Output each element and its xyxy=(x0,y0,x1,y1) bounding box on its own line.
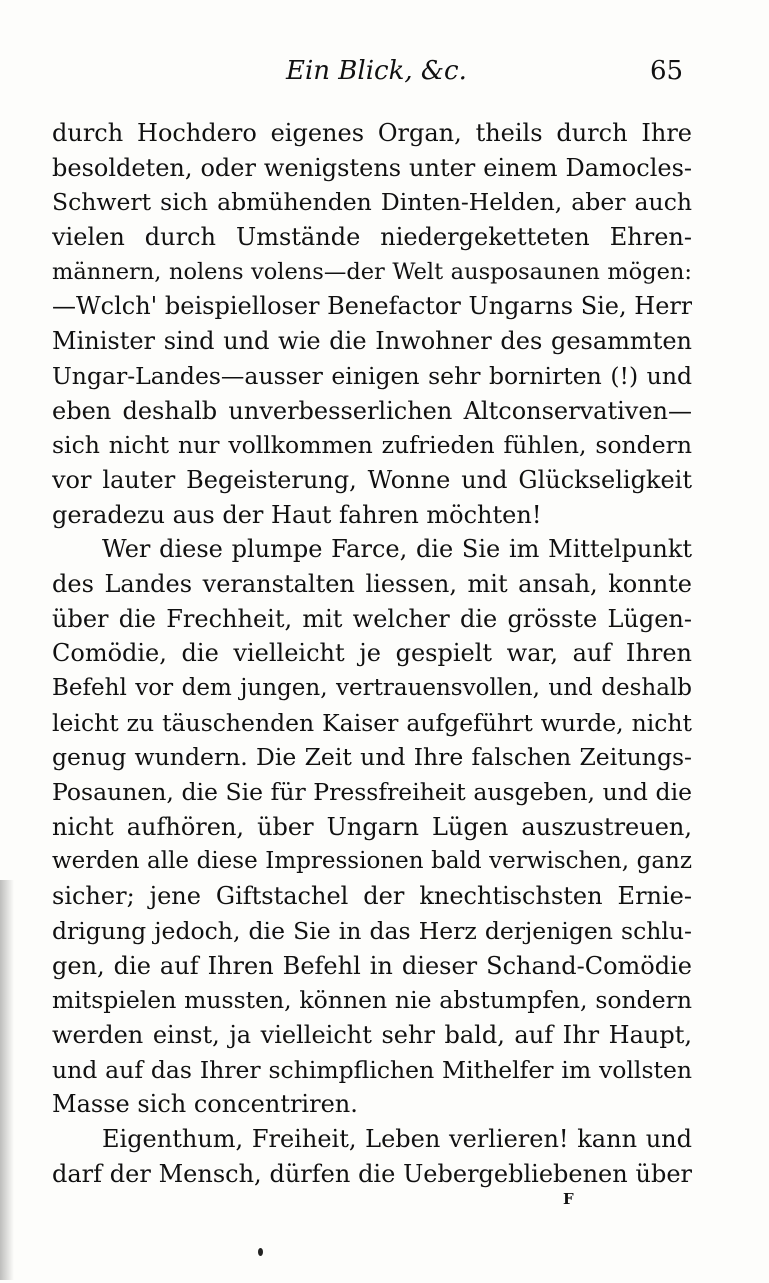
text-line: leicht zu täuschenden Kaiser aufgeführt wurde, nicht xyxy=(52,708,692,737)
text-line: eben deshalb unverbesserlichen Altconservativen— xyxy=(52,396,692,425)
running-head-title: Ein Blick, &c. xyxy=(286,56,467,86)
signature-mark: F xyxy=(563,1190,574,1208)
text-line: Comödie, die vielleicht je gespielt war, auf Ihren xyxy=(52,639,692,668)
text-line: drigung jedoch, die Sie in das Herz derjenigen schlu- xyxy=(52,916,692,945)
page-number: 65 xyxy=(650,56,684,86)
text-line: durch Hochdero eigenes Organ, theils durch Ihre xyxy=(52,119,692,147)
text-line: Minister sind und wie die Inwohner des gesammten xyxy=(52,327,692,356)
text-line: mitspielen mussten, können nie abstumpfen, sondern xyxy=(52,986,692,1015)
text-line: werden alle diese Impressionen bald verwischen, ganz xyxy=(52,848,692,875)
text-line: nicht aufhören, über Ungarn Lügen auszustreuen, xyxy=(52,812,692,841)
text-line: genug wundern. Die Zeit und Ihre falschen Zeitungs- xyxy=(52,743,692,772)
paragraph-start-line: Wer diese plumpe Farce, die Sie im Mittelpunkt xyxy=(102,535,692,564)
page-edge-shadow xyxy=(0,880,14,1280)
text-line: über die Frechheit, mit welcher die grösste Lügen- xyxy=(52,604,692,633)
paragraph-end-line: geradezu aus der Haut fahren möchten! xyxy=(52,500,542,529)
text-line: Befehl vor dem jungen, vertrauensvollen, und deshalb xyxy=(52,675,692,701)
paragraph-start-line: Eigenthum, Freiheit, Leben verlieren! kann und xyxy=(102,1124,692,1153)
text-line: vielen durch Umstände niedergeketteten Ehren- xyxy=(52,223,692,252)
text-line: werden einst, ja vielleicht sehr bald, auf Ihr Haupt, xyxy=(52,1020,692,1049)
text-line: und auf das Ihrer schimpflichen Mithelfer im vollsten xyxy=(52,1055,692,1084)
text-line: darf der Mensch, dürfen die Uebergebliebenen über xyxy=(52,1159,692,1188)
text-line: sicher; jene Giftstachel der knechtischsten Ernie- xyxy=(52,882,692,911)
text-line: Schwert sich abmühenden Dinten-Helden, aber auch xyxy=(52,188,692,217)
text-line: sich nicht nur vollkommen zufrieden fühlen, sondern xyxy=(52,431,692,460)
paragraph-end-line: Masse sich concentriren. xyxy=(52,1090,358,1119)
text-line: männern, nolens volens—der Welt ausposaunen mögen: xyxy=(52,258,692,285)
text-line: vor lauter Begeisterung, Wonne und Glückseligkeit xyxy=(52,465,692,494)
text-line: besoldeten, oder wenigstens unter einem Damocles- xyxy=(52,153,692,182)
body-text xyxy=(52,116,692,1191)
text-line: Ungar-Landes—ausser einigen sehr bornirten (!) und xyxy=(52,361,692,390)
ink-spot xyxy=(258,1248,263,1256)
text-line: des Landes veranstalten liessen, mit ansah, konnte xyxy=(52,569,692,598)
text-line: gen, die auf Ihren Befehl in dieser Schand-Comödie xyxy=(52,951,692,980)
text-line: —Wclch' beispielloser Benefactor Ungarns Sie, Herr xyxy=(52,292,692,321)
text-line: Posaunen, die Sie für Pressfreiheit ausgeben, und die xyxy=(52,778,692,807)
